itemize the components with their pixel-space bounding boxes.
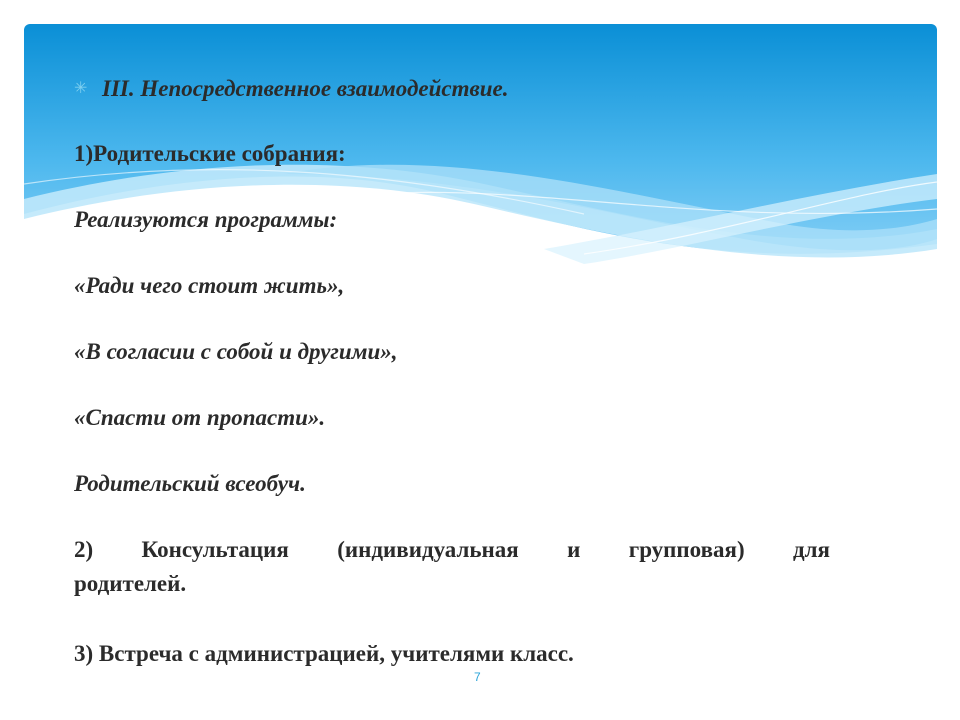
heading-text: III. Непосредственное взаимодействие. [102,76,509,101]
program-2: «В согласии с собой и другими», [74,339,398,364]
item-2-line-2: родителей. [74,571,187,596]
programs-label: Реализуются программы: [74,207,338,232]
asterisk-bullet-icon: ✳ [74,80,88,97]
slide-heading [74,72,830,106]
parent-education: Родительский всеобуч. [74,471,306,496]
item-1-parent-meetings: 1)Родительские собрания: [74,141,346,166]
item-2-consultation [74,533,830,601]
program-1: «Ради чего стоит жить», [74,273,345,298]
item-3-meeting: 3) Встреча с администрацией, учителями класс. [74,641,574,666]
page-number: 7 [474,670,481,684]
program-3: «Спасти от пропасти». [74,405,326,430]
item-2-line-1: 2) Консультация (индивидуальная и групповая) для [74,537,830,562]
